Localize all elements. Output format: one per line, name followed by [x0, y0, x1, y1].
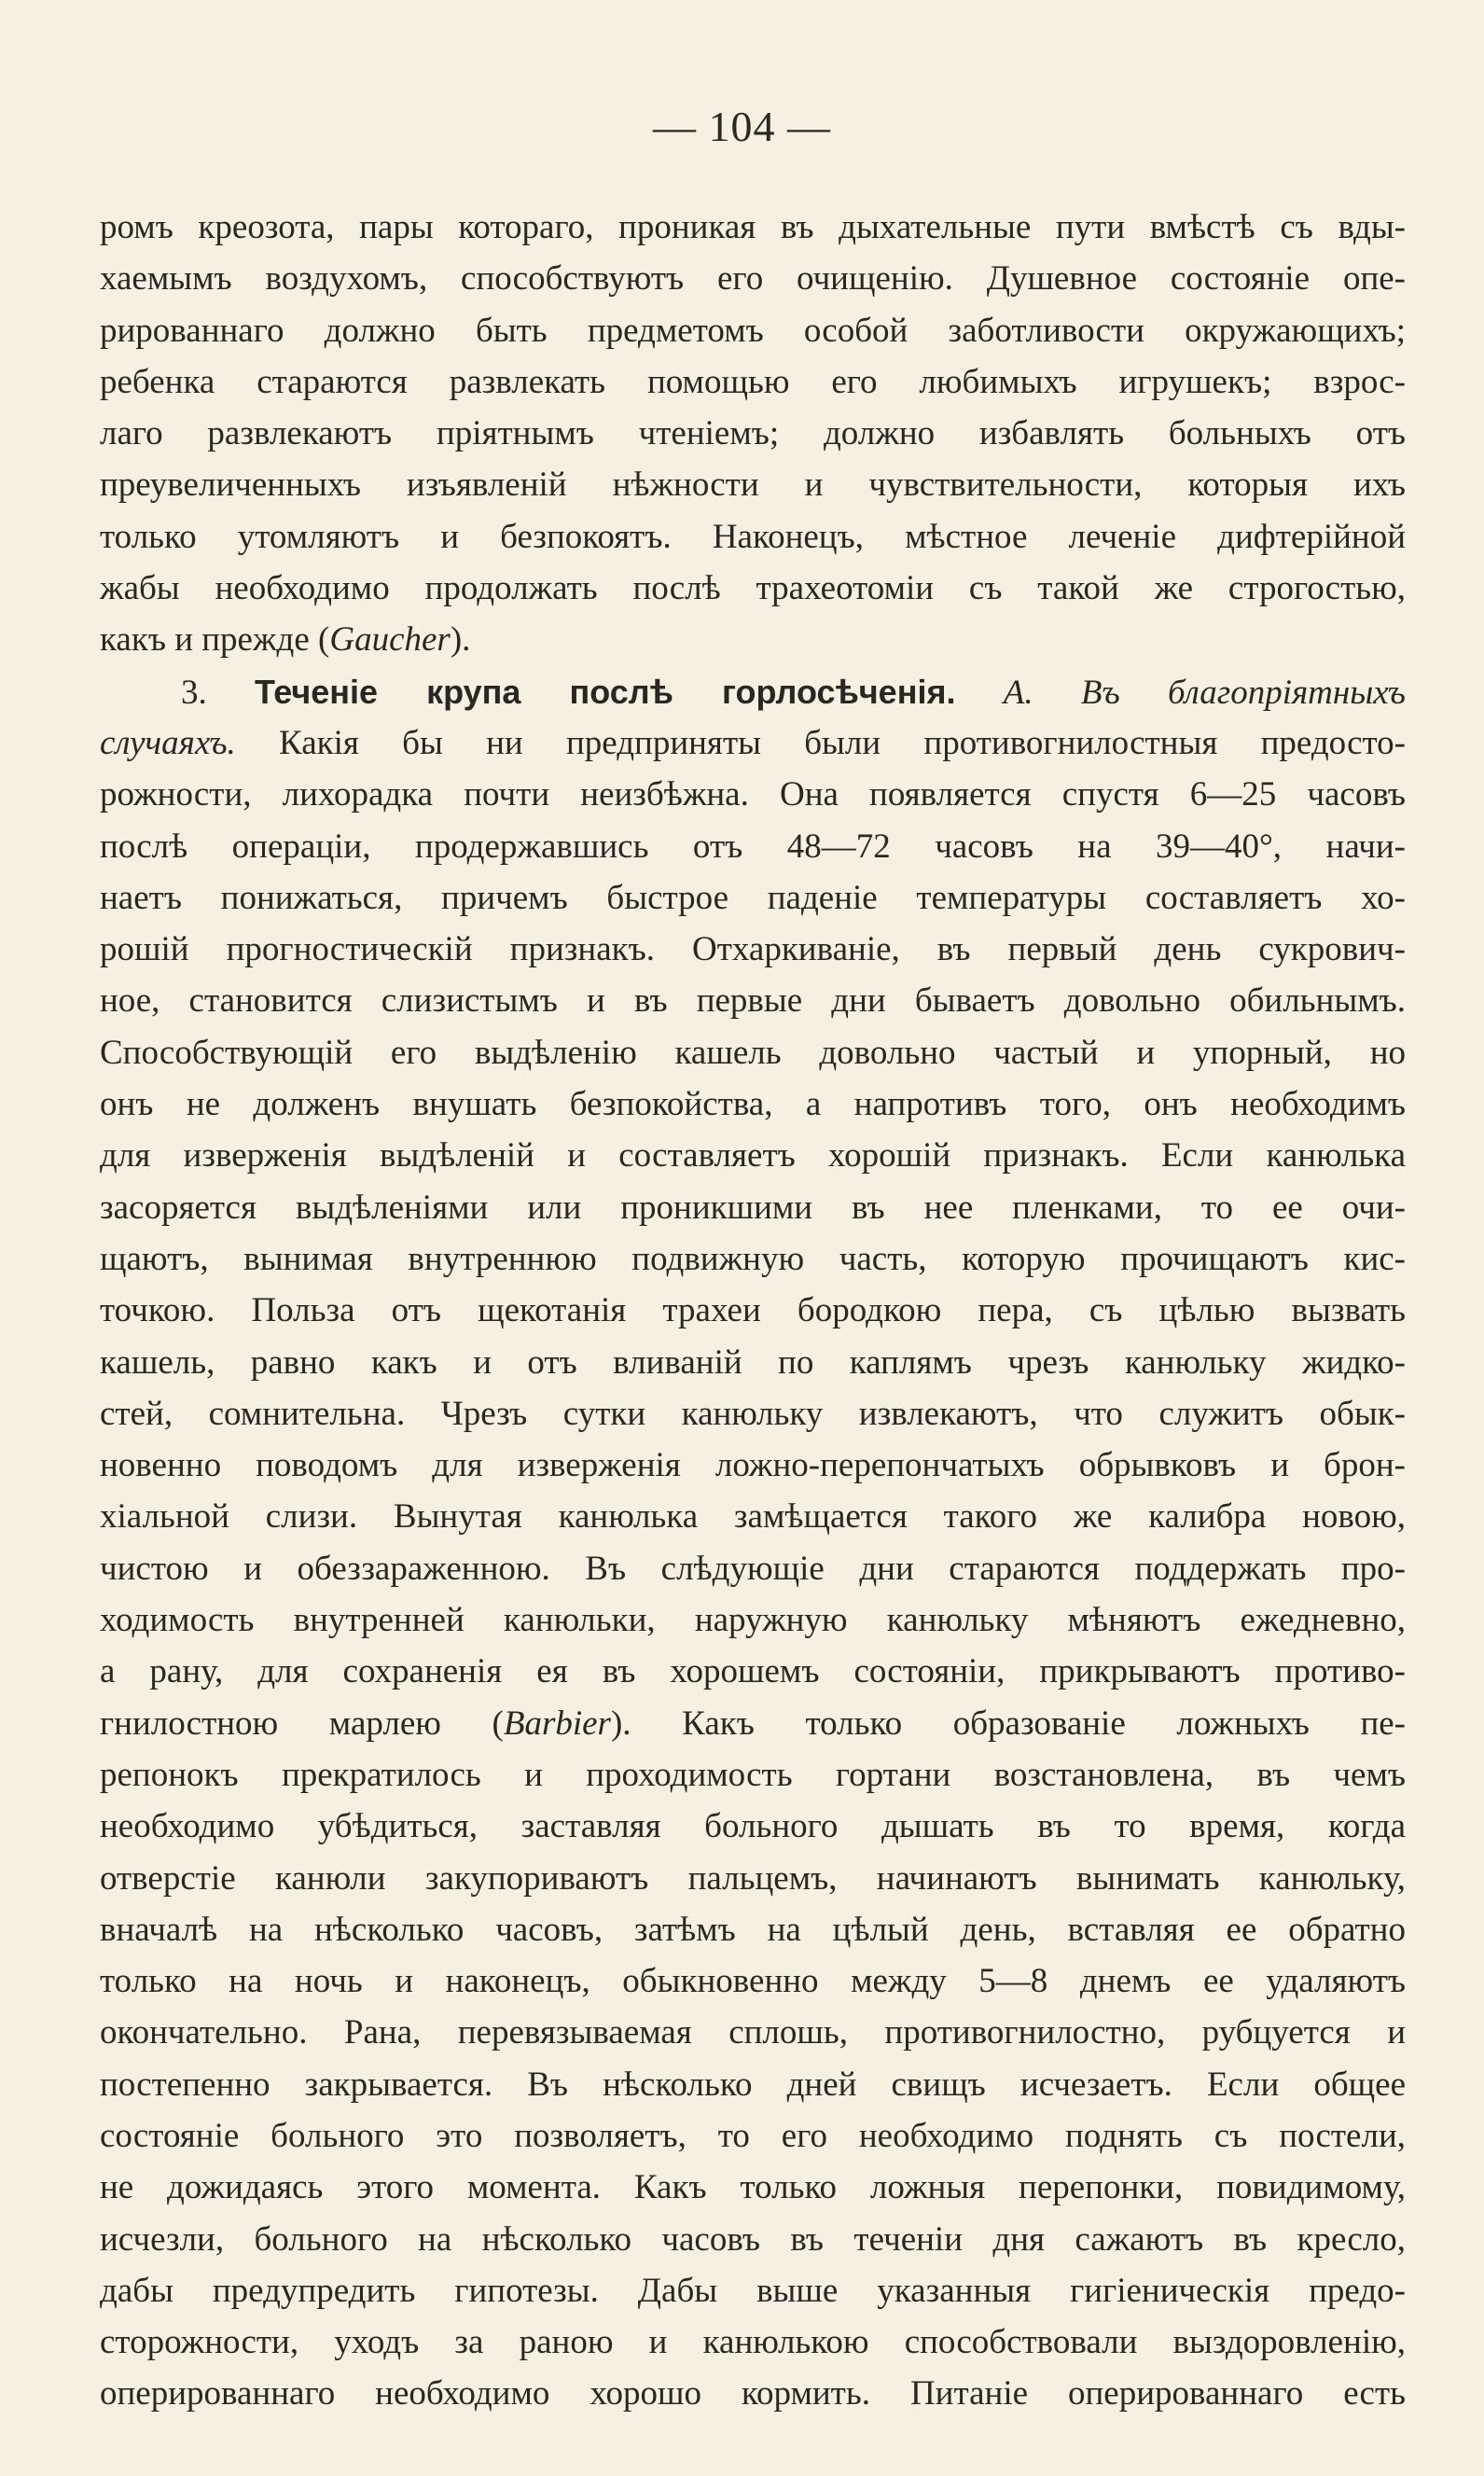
section-number: 3. [181, 673, 207, 712]
subsection-heading: А. Въ благопріятныхъ [1003, 673, 1407, 712]
text-line: преувеличенныхъ изъявленій нѣжности и чувствительности, которыя ихъ [100, 466, 1406, 505]
text-line: окончательно. Рана, перевязываемая сплошь, противогнилостно, рубцуется и [100, 2013, 1406, 2052]
text-line: репонокъ прекратилось и проходимость гортани возстановлена, въ чемъ [100, 1755, 1406, 1794]
text-line: исчезли, больного на нѣсколько часовъ въ теченіи дня сажаютъ въ кресло, [100, 2219, 1406, 2259]
text-line: отверстіе канюли закупориваютъ пальцемъ, начинаютъ вынимать канюльку, [100, 1858, 1406, 1898]
body-text [100, 202, 1406, 2420]
text-segment: Какія бы ни предприняты были противогнилостныя предосто- [279, 723, 1406, 762]
text-line: для изверженія выдѣленій и составляетъ хорошій признакъ. Если канюлька [100, 1136, 1406, 1175]
text-line: жабы необходимо продолжать послѣ трахеотоміи съ такой же строгостью, [100, 569, 1406, 608]
text-line: наетъ понижаться, причемъ быстрое паденіе температуры составляетъ хо- [100, 878, 1406, 917]
text-line: чистою и обеззараженною. Въ слѣдующіе дни стараются поддержать про- [100, 1549, 1406, 1588]
text-line: точкою. Польза отъ щекотанія трахеи бородкою пера, съ цѣлью вызвать [100, 1291, 1406, 1330]
text-line: рированнаго должно быть предметомъ особой заботливости окружающихъ; [100, 311, 1406, 350]
text-line: не дожидаясь этого момента. Какъ только ложныя перепонки, повидимому, [100, 2168, 1406, 2207]
text-line: ходимость внутренней канюльки, наружную канюльку мѣняютъ ежедневно, [100, 1601, 1406, 1640]
text-line: а рану, для сохраненія ея въ хорошемъ состояніи, прикрываютъ противо- [100, 1652, 1406, 1691]
text-line: щаютъ, вынимая внутреннюю подвижную часть, которую прочищаютъ кис- [100, 1239, 1406, 1278]
text-line: стей, сомнительна. Чрезъ сутки канюльку извлекаютъ, что служитъ обык- [100, 1394, 1406, 1433]
text-line: дабы предупредить гипотезы. Дабы выше указанныя гигіеническія предо- [100, 2271, 1406, 2310]
paragraph-end-line [100, 614, 1406, 665]
text-line [100, 1698, 1406, 1749]
section-heading-line [100, 666, 1406, 717]
text-line: ребенка стараются развлекать помощью его любимыхъ игрушекъ; взрос- [100, 362, 1406, 401]
text-line: новенно поводомъ для изверженія ложно-перепончатыхъ обрывковъ и брон- [100, 1446, 1406, 1485]
text-line: только утомляютъ и безпокоятъ. Наконецъ, мѣстное леченіе дифтерійной [100, 517, 1406, 556]
text-line: только на ночь и наконецъ, обыкновенно между 5—8 днемъ ее удаляютъ [100, 1962, 1406, 2001]
text-line: кашель, равно какъ и отъ вливаній по каплямъ чрезъ канюльку жидко- [100, 1342, 1406, 1382]
text-line: ное, становится слизистымъ и въ первые дни бываетъ довольно обильнымъ. [100, 981, 1406, 1021]
text-line: хаемымъ воздухомъ, способствуютъ его очищенію. Душевное состояніе опе- [100, 259, 1406, 299]
text-line: постепенно закрывается. Въ нѣсколько дней свищъ исчезаетъ. Если общее [100, 2065, 1406, 2104]
author-citation: Barbier [503, 1704, 611, 1743]
section-heading: Теченіе крупа послѣ горлосѣченія. [255, 672, 956, 711]
text-line: рожности, лихорадка почти неизбѣжна. Она появляется спустя 6—25 часовъ [100, 775, 1406, 814]
page-number: — 104 — [653, 103, 831, 150]
text-line [100, 717, 1406, 769]
text-segment: гнилостною марлею ( [100, 1704, 504, 1743]
text-line: онъ не долженъ внушать безпокойства, а напротивъ того, онъ необходимъ [100, 1085, 1406, 1124]
text-line: Способствующій его выдѣленію кашель довольно частый и упорный, но [100, 1033, 1406, 1072]
text-segment: какъ и прежде ( [100, 620, 330, 660]
author-citation: Gaucher [329, 620, 451, 660]
text-line: рошій прогностическій признакъ. Отхаркиваніе, въ первый день сукрович- [100, 930, 1406, 969]
subsection-heading-continued: случаяхъ. [100, 723, 236, 762]
text-line: лаго развлекаютъ пріятнымъ чтеніемъ; должно избавлять больныхъ отъ [100, 414, 1406, 453]
text-line: состояніе больного это позволяетъ, то его необходимо поднять съ постели, [100, 2116, 1406, 2155]
text-segment: ). [450, 620, 471, 660]
text-line: послѣ операціи, продержавшись отъ 48—72 часовъ на 39—40°, начи- [100, 827, 1406, 866]
text-line: хіальной слизи. Вынутая канюлька замѣщается такого же калибра новою, [100, 1497, 1406, 1537]
text-segment: ). Какъ только образованіе ложныхъ пе- [610, 1704, 1406, 1743]
text-line: необходимо убѣдиться, заставляя больного дышать въ то время, когда [100, 1807, 1406, 1846]
text-line: засоряется выдѣленіями или проникшими въ нее пленками, то ее очи- [100, 1188, 1406, 1227]
text-line: ромъ креозота, пары котораго, проникая въ дыхательные пути вмѣстѣ съ вды- [100, 208, 1406, 246]
text-line: вначалѣ на нѣсколько часовъ, затѣмъ на цѣлый день, вставляя ее обратно [100, 1910, 1406, 1949]
text-line: сторожности, уходъ за раною и канюлькою способствовали выздоровленію, [100, 2323, 1406, 2362]
text-line: оперированнаго необходимо хорошо кормить. Питаніе оперированнаго есть [100, 2374, 1406, 2413]
